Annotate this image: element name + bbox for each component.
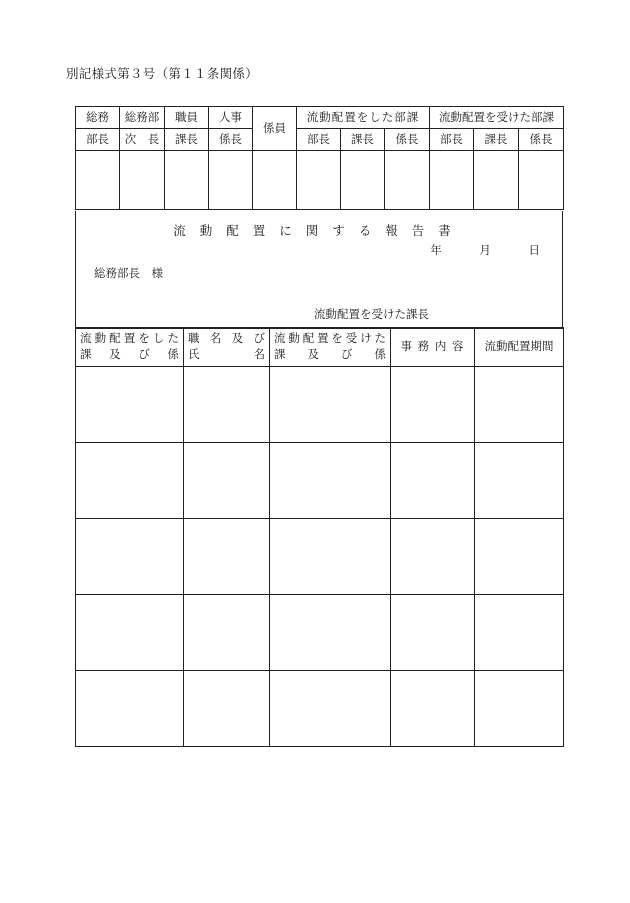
- detail-cell[interactable]: [184, 671, 270, 747]
- detail-row: [76, 367, 564, 443]
- stamp-box[interactable]: [297, 151, 341, 210]
- detail-cell[interactable]: [475, 671, 564, 747]
- report-title: 流動配置に関する報告書: [173, 223, 465, 238]
- detail-cell[interactable]: [391, 443, 475, 519]
- detail-cell[interactable]: [475, 443, 564, 519]
- detail-row: [76, 595, 564, 671]
- form-caption: 別記様式第３号（第１１条関係）: [66, 66, 259, 81]
- detail-cell[interactable]: [270, 443, 391, 519]
- stamp-recv-bucho: 部長: [430, 129, 474, 151]
- stamp-header-somu-bucho-bottom: 部長: [76, 129, 120, 151]
- stamp-box[interactable]: [341, 151, 385, 210]
- stamp-box[interactable]: [120, 151, 165, 210]
- detail-cell[interactable]: [391, 595, 475, 671]
- stamp-sent-kakaricho: 係長: [385, 129, 430, 151]
- report-section: [75, 211, 563, 329]
- stamp-header-jinji-bottom: 係長: [209, 129, 253, 151]
- detail-row: [76, 519, 564, 595]
- stamp-box[interactable]: [430, 151, 474, 210]
- stamp-header-somu-jicho-top: 総務部: [120, 107, 165, 129]
- detail-header-duties: 事 務 内 容: [391, 328, 475, 367]
- stamp-box[interactable]: [165, 151, 209, 210]
- stamp-box[interactable]: [474, 151, 519, 210]
- stamp-sent-bucho: 部長: [297, 129, 341, 151]
- detail-header-title-name: 職名及び 氏名: [184, 328, 270, 367]
- detail-cell[interactable]: [76, 443, 184, 519]
- report-date-line: [396, 242, 540, 258]
- detail-cell[interactable]: [76, 671, 184, 747]
- date-month-field[interactable]: 月: [479, 243, 491, 257]
- detail-cell[interactable]: [475, 595, 564, 671]
- stamp-header-somu-bucho-top: 総務: [76, 107, 120, 129]
- detail-cell[interactable]: [76, 595, 184, 671]
- stamp-recv-kakaricho: 係長: [519, 129, 564, 151]
- detail-row: [76, 443, 564, 519]
- stamp-header-shokuin-top: 職員: [165, 107, 209, 129]
- detail-cell[interactable]: [76, 519, 184, 595]
- stamp-box[interactable]: [385, 151, 430, 210]
- stamp-header-kakari: 係員: [253, 107, 297, 151]
- stamp-box[interactable]: [519, 151, 564, 210]
- stamp-box[interactable]: [253, 151, 297, 210]
- stamp-sent-kacho: 課長: [341, 129, 385, 151]
- detail-cell[interactable]: [391, 519, 475, 595]
- detail-header-sent-section: 流動配置をした 課及び係: [76, 328, 184, 367]
- detail-cell[interactable]: [184, 367, 270, 443]
- stamp-header-jinji-top: 人事: [209, 107, 253, 129]
- detail-cell[interactable]: [270, 595, 391, 671]
- receiving-manager-signature: 流動配置を受けた課長: [314, 307, 429, 321]
- detail-header-recv-section: 流動配置を受けた 課及び係: [270, 328, 391, 367]
- stamp-group-sent-dept: 流動配置をした部課: [297, 107, 430, 129]
- stamp-header-somu-jicho-bottom: 次 長: [120, 129, 165, 151]
- detail-cell[interactable]: [475, 519, 564, 595]
- detail-cell[interactable]: [184, 519, 270, 595]
- detail-cell[interactable]: [391, 671, 475, 747]
- approval-stamp-table: [75, 106, 564, 210]
- date-day-field[interactable]: 日: [528, 243, 540, 257]
- stamp-box[interactable]: [209, 151, 253, 210]
- stamp-header-shokuin-bottom: 課長: [165, 129, 209, 151]
- transfer-detail-table: [75, 327, 564, 747]
- detail-cell[interactable]: [391, 367, 475, 443]
- stamp-recv-kacho: 課長: [474, 129, 519, 151]
- detail-cell[interactable]: [270, 367, 391, 443]
- detail-cell[interactable]: [270, 671, 391, 747]
- detail-cell[interactable]: [184, 443, 270, 519]
- addressee: 総務部長 様: [94, 266, 163, 280]
- detail-cell[interactable]: [76, 367, 184, 443]
- stamp-group-received-dept: 流動配置を受けた部課: [430, 107, 564, 129]
- date-year-field[interactable]: 年: [430, 243, 442, 257]
- detail-cell[interactable]: [184, 595, 270, 671]
- detail-cell[interactable]: [270, 519, 391, 595]
- stamp-box[interactable]: [76, 151, 120, 210]
- detail-row: [76, 671, 564, 747]
- detail-cell[interactable]: [475, 367, 564, 443]
- detail-header-period: 流動配置期間: [475, 328, 564, 367]
